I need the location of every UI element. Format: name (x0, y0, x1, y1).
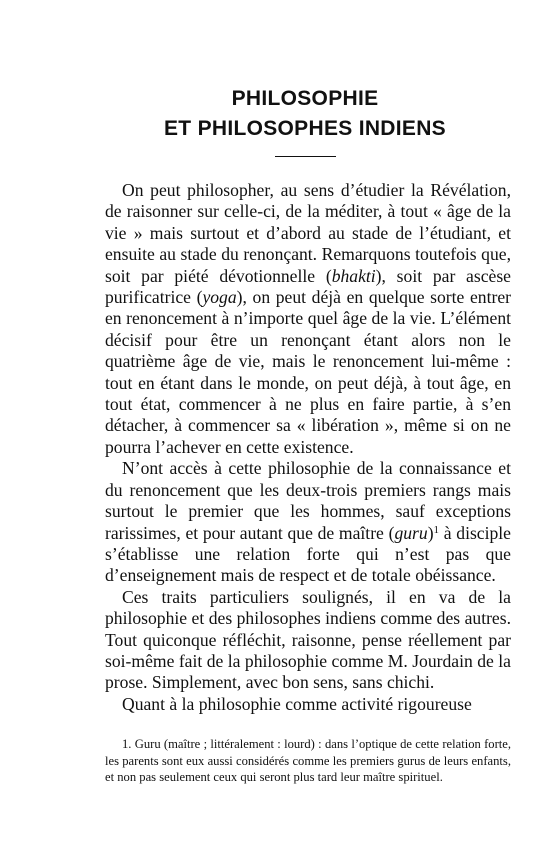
paragraph-4: Quant à la philosophie comme activité rigoureuse (122, 693, 472, 714)
paragraph-1-text-c: ), on peut déjà en quelque sorte entrer en renoncement à n’importe quel âge de la vie. L’élément décisif pour être un renonçant étant alors non le quatrième âge de vie, mais le renoncement lui-même : tout en étant dans le monde, on peut déjà, à tout âge, en tout état, commencer à ne plus en faire partie, à s’en détacher, à commencer sa « libération », même si on ne pourra l’achever en cette existence. (105, 287, 511, 457)
paragraph-1-text-b: ), soit par ascèse purificatrice ( (105, 265, 511, 308)
paragraph-3: Ces traits particuliers soulignés, il en va de la philosophie et des philosophes indiens comme des autres. Tout quiconque réfléchit, raisonne, pense réellement par soi-même fait de la philosophie comme M. Jourdain de la prose. Simplement, avec bon sens, sans chichi. (105, 586, 511, 693)
term-yoga: yoga (202, 287, 237, 308)
title-separator-rule (275, 156, 336, 157)
term-guru: guru (394, 522, 428, 543)
paragraph-1-text-a: On peut philosopher, au sens d’étudier la Révélation, de raisonner sur celle-ci, de la méditer, à tout « âge de la vie » mais surtout et d’abord au stade de l’étudiant, et ensuite au stade du renonçant. Remarquons toutefois que, soit par piété dévotionnelle ( (105, 180, 511, 286)
paragraph-2-text-c: à disciple s’établisse une relation forte qui n’est pas que d’enseignement mais de respect et de totale obéissance. (105, 522, 511, 586)
paragraph-1 (105, 180, 511, 458)
footnote-reference: 1 (433, 523, 440, 536)
chapter-title-line-1: PHILOSOPHIE (231, 87, 379, 110)
footnote: 1. Guru (maître ; littéralement : lourd) : dans l’optique de cette relation forte, les parents sont eux aussi considérés comme les premiers gurus de leurs enfants, et non pas seulement ceux qui seront plus tard leur maître spirituel. (105, 737, 511, 785)
term-bhakti: bhakti (331, 265, 376, 286)
paragraph-2 (105, 458, 511, 586)
body-text (105, 180, 511, 715)
paragraph-2-text-b: ) (427, 522, 434, 543)
paragraph-2-text-a: N’ont accès à cette philosophie de la connaissance et du renoncement que les deux-trois premiers rangs mais surtout le premier que les hommes, sauf exceptions rarissimes, et pour autant que de maître ( (105, 458, 511, 543)
chapter-title-line-2: ET PHILOSOPHES INDIENS (164, 117, 446, 140)
